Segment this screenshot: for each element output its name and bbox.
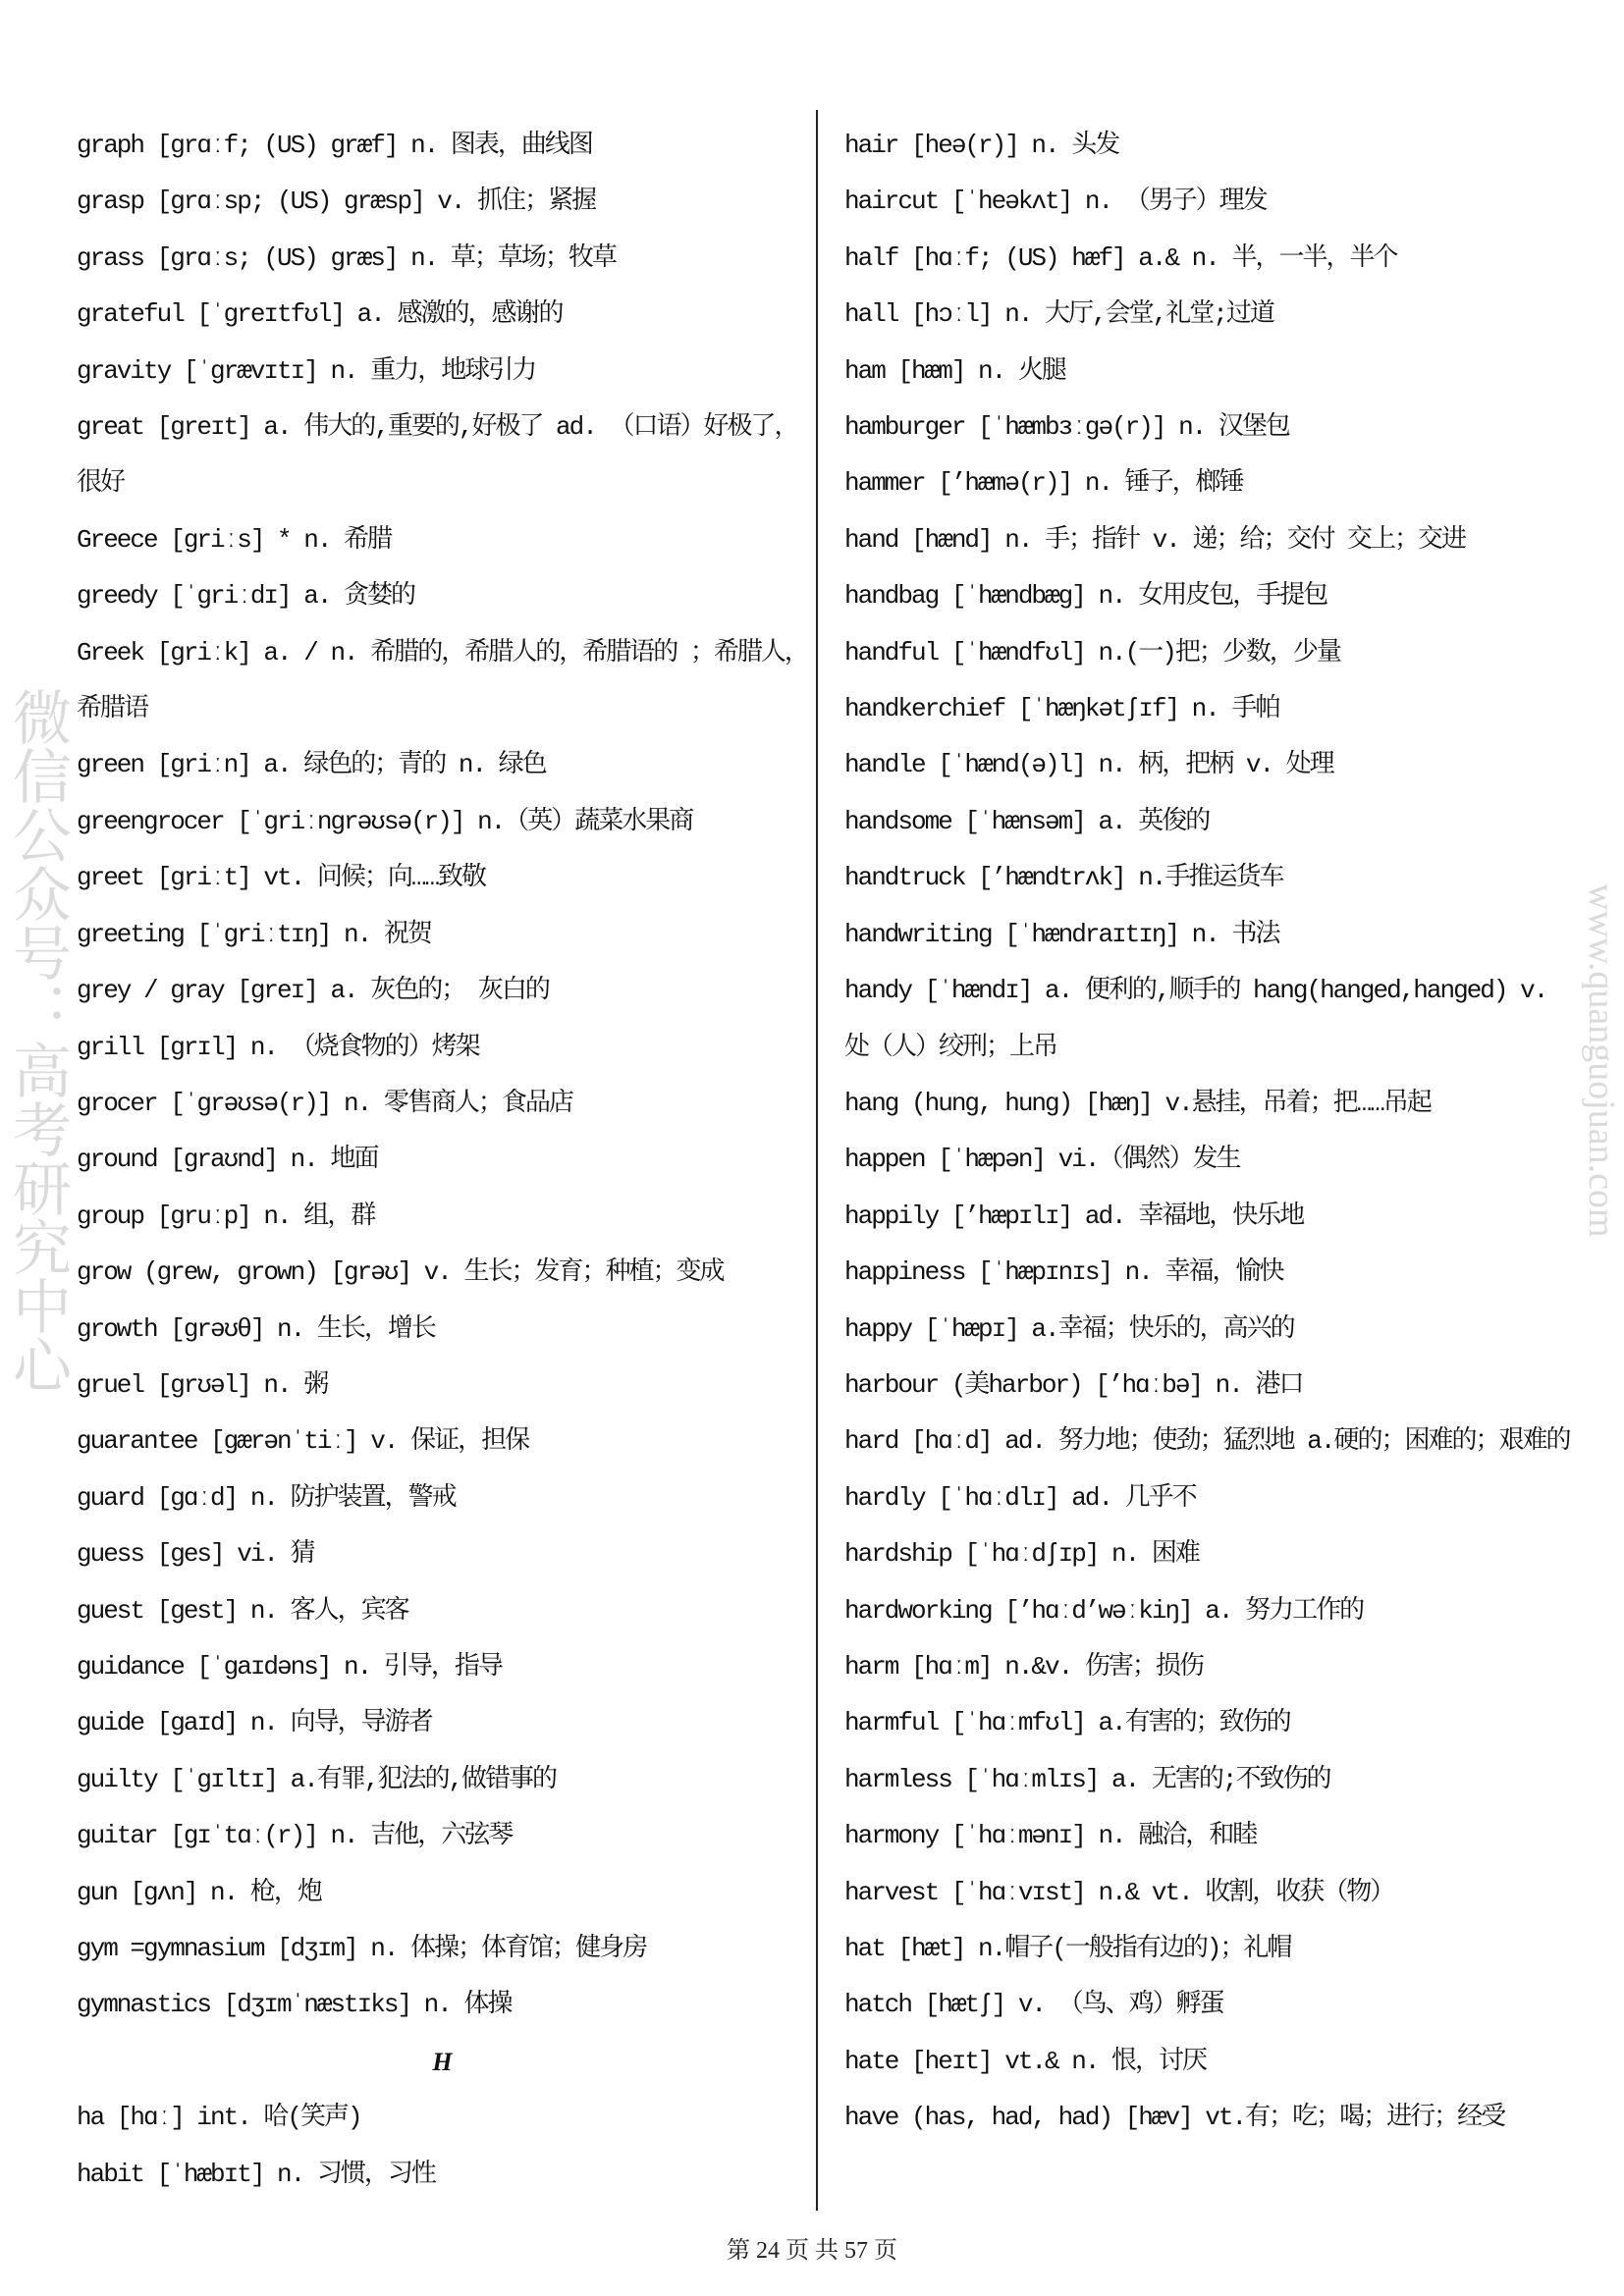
vocab-entry: handtruck [’hændtrʌk] n.手推运货车 — [844, 863, 1283, 893]
vocab-entry: greengrocer [ˈgriːngrəʊsə(r)] n.（英）蔬菜水果商 — [77, 806, 693, 836]
vocab-entry: harm [hɑːm] n.&v. 伤害；损伤 — [844, 1651, 1203, 1682]
vocab-entry: growth [grəʊθ] n. 生长，增长 — [77, 1313, 435, 1344]
vocab-entry: grill [grɪl] n. （烧食物的）烤架 — [77, 1032, 479, 1062]
vocab-entry: half [hɑːf; (US) hæf] a.& n. 半，一半，半个 — [844, 242, 1397, 273]
vocab-entry: guest [gest] n. 客人，宾客 — [77, 1595, 408, 1626]
vocab-entry: ground [graʊnd] n. 地面 — [77, 1145, 378, 1175]
vocab-entry: handkerchief [ˈhæŋkətʃɪf] n. 手帕 — [844, 694, 1279, 724]
vocab-entry: happily [’hæpɪlɪ] ad. 幸福地，快乐地 — [844, 1201, 1304, 1231]
vocab-entry: haircut [ˈheəkʌt] n. （男子）理发 — [844, 187, 1267, 217]
vocab-entry: guide [gaɪd] n. 向导，导游者 — [77, 1708, 432, 1738]
vocab-entry: Greek [griːk] a. / n. 希腊的，希腊人的，希腊语的 ；希腊人，希腊语 — [77, 637, 808, 724]
vocab-entry: grasp [grɑːsp; (US) græsp] v. 抓住；紧握 — [77, 187, 596, 217]
vocab-entry: harbour (美harbor) [’hɑːbə] n. 港口 — [844, 1369, 1303, 1400]
left-column — [77, 118, 808, 2203]
vocab-entry: grateful [ˈgreɪtfʊl] a. 感激的，感谢的 — [77, 299, 563, 330]
vocab-entry: guitar [gɪˈtɑː(r)] n. 吉他，六弦琴 — [77, 1821, 513, 1851]
vocab-entry: hardworking [’hɑːd’wəːkiŋ] a. 努力工作的 — [844, 1595, 1364, 1626]
vocab-entry: gruel [grʊəl] n. 粥 — [77, 1369, 328, 1400]
vocab-entry: gun [gʌn] n. 枪，炮 — [77, 1877, 321, 1907]
vocab-entry: gravity [ˈgrævɪtɪ] n. 重力，地球引力 — [77, 355, 536, 386]
vocab-entry: hardship [ˈhɑːdʃɪp] n. 困难 — [844, 1539, 1199, 1570]
vocab-entry: hardly [ˈhɑːdlɪ] ad. 几乎不 — [844, 1482, 1196, 1513]
watermark-wechat: 微信公众号：高考研究中心 — [5, 687, 70, 1394]
vocab-entry: handle [ˈhænd(ə)l] n. 柄，把柄 v. 处理 — [844, 750, 1333, 780]
vocab-entry: great [greɪt] a. 伟大的,重要的,好极了 ad. （口语）好极了，很好 — [77, 412, 798, 499]
vocab-entry: green [griːn] a. 绿色的；青的 n. 绿色 — [77, 750, 546, 780]
watermark-url: www.quanguojuan.com — [1581, 883, 1622, 1238]
vocab-entry: harmony [ˈhɑːmənɪ] n. 融洽，和睦 — [844, 1821, 1257, 1851]
vocab-entry: guess [ges] vi. 猜 — [77, 1539, 314, 1570]
section-letter-heading: H — [432, 2047, 453, 2076]
vocab-entry: ha [hɑː] int. 哈(笑声) — [77, 2103, 361, 2133]
vocab-entry: hatch [hætʃ] v. （鸟、鸡）孵蛋 — [844, 1990, 1223, 2020]
vocab-entry: habit [ˈhæbɪt] n. 习惯，习性 — [77, 2159, 435, 2189]
vocab-entry: greet [griːt] vt. 问候；向……致敬 — [77, 863, 486, 893]
vocab-entry: handsome [ˈhænsəm] a. 英俊的 — [844, 806, 1210, 836]
vocab-entry: handwriting [ˈhændraɪtɪŋ] n. 书法 — [844, 919, 1279, 949]
vocab-entry: hard [hɑːd] ad. 努力地；使劲；猛烈地 a.硬的；困难的；艰难的 — [844, 1426, 1570, 1457]
vocab-entry: handful [ˈhændfʊl] n.(一)把；少数，少量 — [844, 637, 1340, 667]
vocab-entry: have (has, had, had) [hæv] vt.有；吃；喝；进行；经受 — [844, 2103, 1505, 2133]
vocab-entry: Greece [griːs] * n. 希腊 — [77, 524, 392, 555]
vocab-entry: happiness [ˈhæpɪnɪs] n. 幸福，愉快 — [844, 1257, 1283, 1288]
vocab-entry: happen [ˈhæpən] vi.（偶然）发生 — [844, 1145, 1240, 1175]
right-column — [844, 118, 1576, 2147]
vocab-entry: hat [hæt] n.帽子(一般指有边的)；礼帽 — [844, 1934, 1291, 1963]
column-divider — [816, 110, 818, 2211]
vocab-entry: hall [hɔːl] n. 大厅,会堂,礼堂;过道 — [844, 299, 1273, 330]
vocab-entry: harmful [ˈhɑːmfʊl] a.有害的；致伤的 — [844, 1708, 1290, 1738]
vocab-entry: grow (grew, grown) [grəʊ] v. 生长；发育；种植；变成 — [77, 1257, 724, 1288]
vocab-entry: grocer [ˈgrəʊsə(r)] n. 零售商人；食品店 — [77, 1088, 572, 1118]
vocab-entry: hang (hung, hung) [hæŋ] v.悬挂，吊着；把……吊起 — [844, 1088, 1431, 1118]
vocab-entry: hammer [’hæmə(r)] n. 锤子，榔锤 — [844, 468, 1243, 499]
page-footer: 第 24 页 共 57 页 — [727, 2238, 897, 2264]
vocab-entry: guilty [ˈgɪltɪ] a.有罪,犯法的,做错事的 — [77, 1764, 557, 1794]
vocab-entry: greedy [ˈgriːdɪ] a. 贪婪的 — [77, 581, 415, 612]
vocab-entry: gymnastics [dʒɪmˈnæstɪks] n. 体操 — [77, 1990, 512, 2020]
vocab-entry: guard [gɑːd] n. 防护装置，警戒 — [77, 1482, 456, 1513]
left-h-entries — [77, 2090, 808, 2203]
vocab-entry: group [gruːp] n. 组，群 — [77, 1201, 375, 1231]
vocab-entry: grey / gray [greɪ] a. 灰色的； 灰白的 — [77, 976, 549, 1006]
vocab-entry: handbag [ˈhændbæg] n. 女用皮包，手提包 — [844, 581, 1327, 612]
vocab-entry: gym =gymnasium [dʒɪm] n. 体操；体育馆；健身房 — [77, 1934, 647, 1963]
vocab-entry: graph [grɑːf; (US) græf] n. 图表，曲线图 — [77, 131, 592, 160]
vocab-entry: hair [heə(r)] n. 头发 — [844, 131, 1119, 160]
right-entries — [844, 118, 1576, 2147]
vocab-entry: guarantee [gærənˈtiː] v. 保证，担保 — [77, 1426, 529, 1457]
vocab-entry: grass [grɑːs; (US) græs] n. 草；草场；牧草 — [77, 242, 616, 273]
vocab-entry: happy [ˈhæpɪ] a.幸福；快乐的，高兴的 — [844, 1313, 1294, 1344]
vocab-entry: harmless [ˈhɑːmlɪs] a. 无害的;不致伤的 — [844, 1764, 1330, 1794]
vocab-entry: hate [heɪt] vt.& n. 恨，讨厌 — [844, 2046, 1207, 2076]
vocab-entry: guidance [ˈgaɪdəns] n. 引导，指导 — [77, 1651, 502, 1682]
vocab-entry: greeting [ˈgriːtɪŋ] n. 祝贺 — [77, 919, 431, 949]
vocab-entry: hand [hænd] n. 手；指针 v. 递；给；交付 交上；交进 — [844, 524, 1466, 555]
vocab-entry: harvest [ˈhɑːvɪst] n.& vt. 收割，收获（物） — [844, 1877, 1394, 1907]
vocab-entry: hamburger [ˈhæmbɜːgə(r)] n. 汉堡包 — [844, 412, 1289, 443]
vocab-entry: handy [ˈhændɪ] a. 便利的,顺手的 hang(hanged,hanged) v. 处（人）绞刑；上吊 — [844, 976, 1547, 1062]
vocab-entry: ham [hæm] n. 火腿 — [844, 355, 1065, 386]
left-entries — [77, 118, 808, 2034]
